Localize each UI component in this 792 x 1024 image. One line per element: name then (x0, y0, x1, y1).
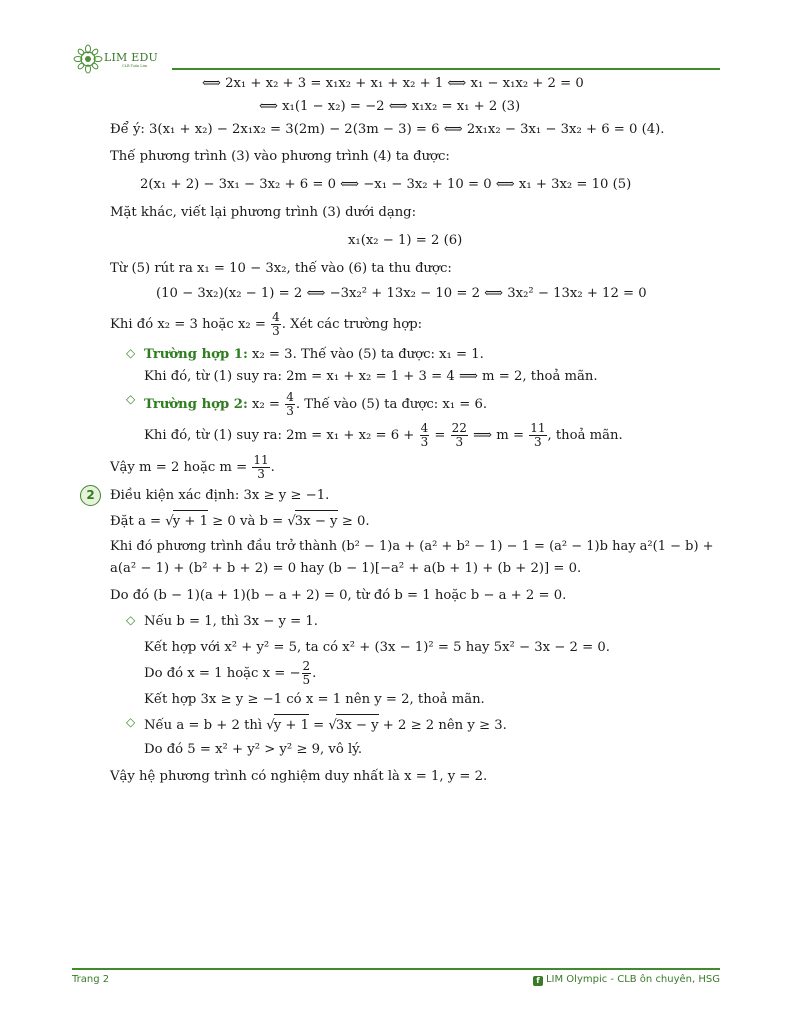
fraction-4-3 (420, 422, 430, 449)
branch-1-line-3-a: Do đó x = 1 hoặc x = − (144, 665, 301, 681)
fraction-4-3 (271, 311, 281, 338)
case-2-line-2 (110, 422, 722, 449)
fraction-denominator: 3 (286, 404, 294, 419)
set-text-c: ≥ 0. (337, 514, 370, 530)
case-2-line-2-a: Khi đó, từ (1) suy ra: 2m = x₁ + x₂ = 6 + (144, 428, 415, 444)
branch-b-equals-1 (110, 612, 722, 631)
transformed-eq-line-2: a(a² − 1) + (b² + b + 2) = 0 hay (b − 1)[−a² + a(b + 1) + (b + 2)] = 0. (110, 561, 582, 577)
branch-a-equals-b-plus-2 (110, 714, 722, 735)
equation-line-1: ⟺ 2x₁ + x₂ + 3 = x₁x₂ + x₁ + x₂ + 1 ⟺ x₁ − x₁x₂ + 2 = 0 (202, 76, 584, 91)
fraction-numerator: 11 (530, 421, 546, 436)
equation-5: 2(x₁ + 2) − 3x₁ − 3x₂ + 6 = 0 ⟺ −x₁ − 3x₂ + 10 = 0 ⟺ x₁ + 3x₂ = 10 (5) (140, 176, 632, 192)
fraction-2-5 (302, 660, 312, 687)
radicand-2: 3x − y (336, 714, 379, 735)
substitute-intro: Thế phương trình (3) vào phương trình (4) ta được: (110, 149, 450, 165)
equals-sign: = (434, 428, 446, 444)
set-text-a: Đặt a = √ (110, 514, 174, 530)
case-2-title: Trường hợp 2: (144, 397, 248, 413)
case-1-text: x₂ = 3. Thế vào (5) ta được: x₁ = 1. (247, 346, 484, 362)
equation-line-2: ⟺ x₁(1 − x₂) = −2 ⟺ x₁x₂ = x₁ + 2 (3) (259, 99, 521, 115)
fraction-denominator: 3 (272, 324, 280, 339)
diamond-bullet-icon: ◇ (126, 391, 136, 406)
case-2-text-a: x₂ = (247, 397, 280, 413)
fraction-numerator: 22 (451, 421, 467, 436)
condition-text: Điều kiện xác định: 3x ≥ y ≥ −1. (110, 488, 330, 504)
branch-1-line-2: Kết hợp với x² + y² = 5, ta có x² + (3x − 1)² = 5 hay 5x² − 3x − 2 = 0. (144, 639, 610, 655)
set-text-b: ≥ 0 và b = √ (207, 514, 296, 530)
branch-2-c: + 2 ≥ 2 nên y ≥ 3. (378, 718, 507, 734)
case-2-line-2-b: ⟹ m = (473, 428, 525, 444)
radicand-1: y + 1 (173, 510, 208, 531)
footer-rule (72, 968, 720, 970)
fraction-denominator: 3 (534, 435, 542, 450)
case-2 (110, 391, 722, 418)
fraction-11-3 (252, 454, 269, 481)
set-variables-line (110, 510, 722, 531)
case-1-line-2: Khi đó, từ (1) suy ra: 2m = x₁ + x₂ = 1 + 3 = 4 ⟹ m = 2, thoả mãn. (144, 368, 598, 384)
roots-text-b: . Xét các trường hợp: (281, 317, 423, 333)
branch-2-line-2: Do đó 5 = x² + y² > y² ≥ 9, vô lý. (144, 742, 363, 758)
diamond-bullet-icon: ◇ (126, 613, 136, 628)
branch-1-line-3 (110, 660, 722, 687)
case-1 (110, 345, 722, 364)
brand-subtitle: CLB Toán Lim (122, 64, 148, 68)
fraction-numerator: 4 (420, 421, 429, 436)
case-1-title: Trường hợp 1: (144, 346, 248, 362)
branch-1-line-1: Nếu b = 1, thì 3x − y = 1. (144, 614, 318, 630)
section-number-badge: 2 (80, 485, 101, 506)
equation-7: (10 − 3x₂)(x₂ − 1) = 2 ⟺ −3x₂² + 13x₂ − 10 = 2 ⟺ 3x₂² − 13x₂ + 12 = 0 (156, 286, 647, 302)
conclusion-1-a: Vậy m = 2 hoặc m = (110, 459, 248, 475)
radicand-2: 3x − y (295, 510, 338, 531)
facebook-icon[interactable]: f (533, 976, 543, 986)
factor-line: Do đó (b − 1)(a + 1)(b − a + 2) = 0, từ đó b = 1 hoặc b − a + 2 = 0. (110, 588, 567, 604)
lim-edu-logo (72, 44, 104, 74)
final-conclusion: Vậy hệ phương trình có nghiệm duy nhất là x = 1, y = 2. (110, 768, 488, 784)
roots-text-a: Khi đó x₂ = 3 hoặc x₂ = (110, 317, 266, 333)
branch-2-a: Nếu a = b + 2 thì √ (144, 718, 275, 734)
branch-2-b: = √ (308, 718, 337, 734)
transformed-eq-line-1: Khi đó phương trình đầu trở thành (b² − 1)a + (a² + b² − 1) − 1 = (a² − 1)b hay a²(1 − b) + (110, 539, 714, 555)
brand-name: LIM EDU (104, 51, 158, 64)
fraction-22-3 (451, 422, 468, 449)
fraction-numerator: 11 (253, 452, 269, 467)
radicand-1: y + 1 (274, 714, 309, 735)
fraction-4-3 (285, 391, 295, 418)
conclusion-1 (110, 454, 722, 481)
branch-1-line-3-b: . (312, 665, 317, 681)
branch-1-line-4: Kết hợp 3x ≥ y ≥ −1 có x = 1 nên y = 2, thoả mãn. (144, 692, 485, 708)
equation-6: x₁(x₂ − 1) = 2 (6) (348, 232, 463, 248)
from-5-line: Từ (5) rút ra x₁ = 10 − 3x₂, thế vào (6) ta thu được: (110, 260, 452, 276)
fraction-denominator: 5 (302, 672, 311, 687)
diamond-bullet-icon: ◇ (126, 345, 136, 360)
roots-line (110, 311, 722, 338)
page-content (86, 74, 722, 786)
fraction-numerator: 4 (272, 310, 280, 325)
diamond-bullet-icon: ◇ (126, 715, 136, 730)
rewrite-line: Mặt khác, viết lại phương trình (3) dưới dạng: (110, 204, 417, 220)
page-header (72, 44, 720, 74)
case-2-text-b: . Thế vào (5) ta được: x₁ = 6. (295, 397, 488, 413)
page-number: Trang 2 (72, 974, 110, 985)
fraction-11-3 (529, 422, 546, 449)
conclusion-1-b: . (270, 459, 275, 475)
fraction-numerator: 4 (286, 389, 294, 404)
fraction-denominator: 3 (420, 435, 429, 450)
note-line: Để ý: 3(x₁ + x₂) − 2x₁x₂ = 3(2m) − 2(3m − 3) = 6 ⟺ 2x₁x₂ − 3x₁ − 3x₂ + 6 = 0 (4). (110, 122, 665, 138)
header-rule (172, 68, 720, 70)
club-name: LIM Olympic - CLB ôn chuyên, HSG (545, 974, 720, 985)
fraction-numerator: 2 (302, 658, 311, 673)
fraction-denominator: 3 (257, 466, 265, 481)
footer-club (533, 974, 720, 986)
section-2-condition (86, 486, 722, 505)
case-2-line-2-c: , thoả mãn. (547, 428, 623, 444)
fraction-denominator: 3 (455, 435, 464, 450)
